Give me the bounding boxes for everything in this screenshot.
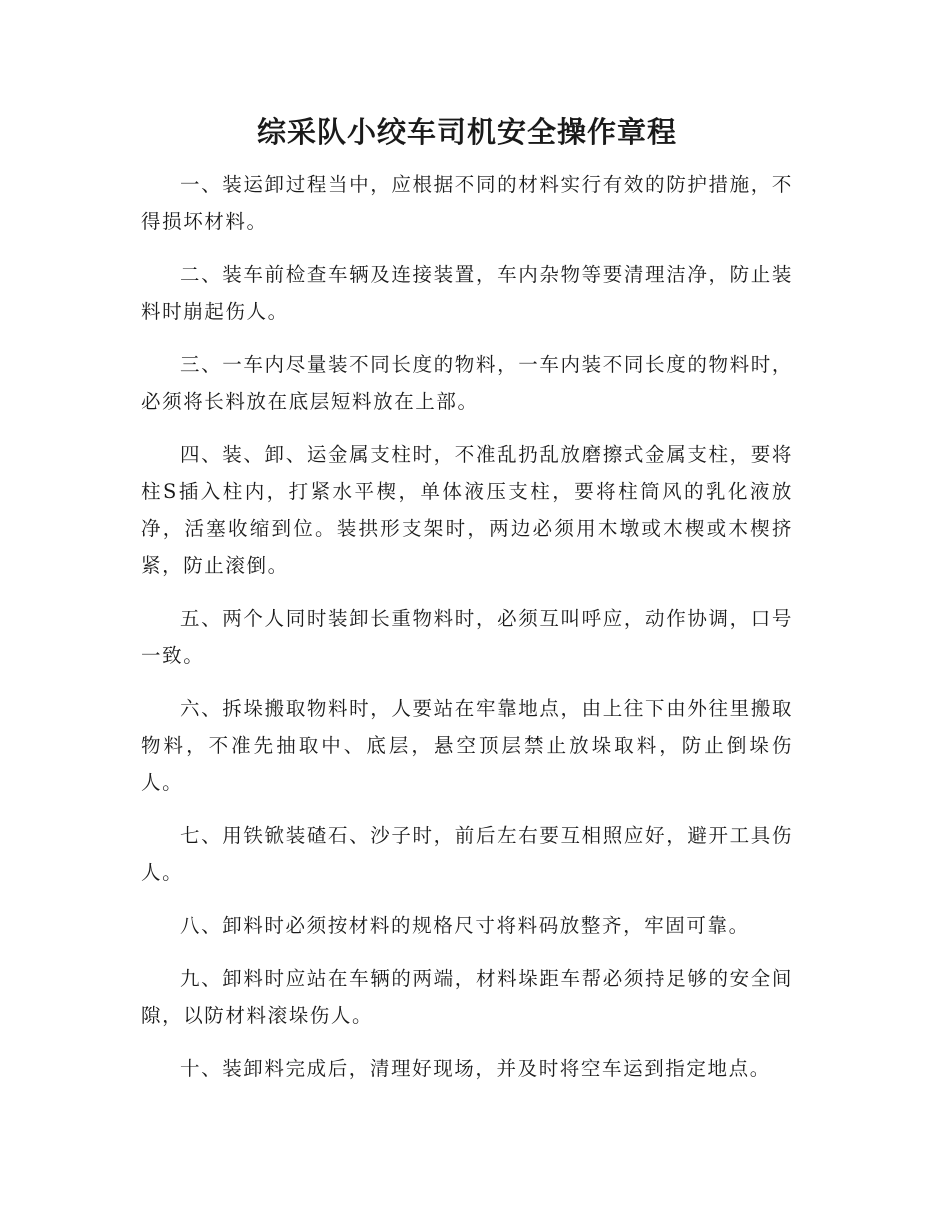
- clause-8: 八、卸料时必须按材料的规格尺寸将料码放整齐，牢固可靠。: [180, 914, 750, 937]
- clause-2: 二、装车前检查车辆及连接装置，车内杂物等要清理洁净，防止装料时崩起伤人。: [141, 263, 793, 323]
- clause-4: 四、装、卸、运金属支柱时，不准乱扔乱放磨擦式金属支柱，要将柱S插入柱内，打紧水平楔，单体液压支柱，要将柱筒风的乳化液放净，活塞收缩到位。装拱形支架时，两边必须用木墩或木楔或木楔挤紧，防止滚倒。: [141, 443, 793, 577]
- clause-1: 一、装运卸过程当中，应根据不同的材料实行有效的防护措施，不得损坏材料。: [141, 173, 793, 233]
- document-title: 综采队小绞车司机安全操作章程: [256, 115, 677, 149]
- clause-6: 六、拆垛搬取物料时，人要站在牢靠地点，由上往下由外往里搬取物料，不准先抽取中、底层，悬空顶层禁止放垛取料，防止倒垛伤人。: [141, 697, 793, 794]
- document-page: [141, 108, 793, 1103]
- clause-10: 十、装卸料完成后，清理好现场，并及时将空车运到指定地点。: [180, 1057, 771, 1080]
- clause-7: 七、用铁锨装碴石、沙子时，前后左右要互相照应好，避开工具伤人。: [141, 824, 793, 884]
- clause-5: 五、两个人同时装卸长重物料时，必须互叫呼应，动作协调，口号一致。: [141, 607, 793, 667]
- clause-9: 九、卸料时应站在车辆的两端，材料垛距车帮必须持足够的安全间隙，以防材料滚垛伤人。: [141, 967, 793, 1027]
- clause-3: 三、一车内尽量装不同长度的物料，一车内装不同长度的物料时，必须将长料放在底层短料放在上部。: [141, 353, 793, 413]
